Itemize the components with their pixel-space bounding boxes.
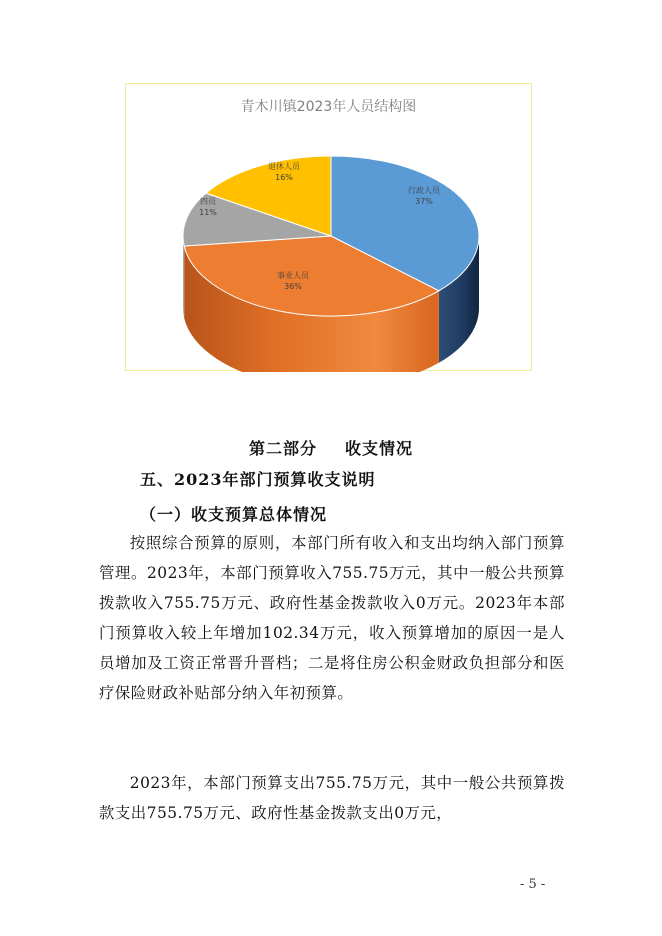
pie-label-admin-percent: 37% — [415, 197, 433, 206]
pie-label-retired-percent: 16% — [275, 173, 293, 182]
part-title: 收支情况 — [345, 439, 414, 458]
chart-title: 青木川镇2023年人员结构图 — [240, 99, 417, 115]
page-number: - 5 - — [520, 877, 546, 892]
pie-label-retired-name: 退休人员 — [268, 162, 300, 171]
pie-label-institution — [263, 270, 323, 292]
pie-label-admin — [394, 185, 454, 207]
pie-chart-canvas — [126, 84, 533, 372]
pie-label-institution-percent: 36% — [284, 282, 302, 291]
pie-label-admin-name: 行政人员 — [408, 186, 440, 195]
pie-label-siyuan-name: 四员 — [200, 197, 216, 206]
pie-label-retired — [254, 161, 314, 183]
pie-label-institution-name: 事业人员 — [277, 271, 309, 280]
section-heading: 五、2023年部门预算收支说明 — [140, 470, 376, 489]
part-heading — [0, 436, 662, 459]
pie-chart — [125, 83, 532, 371]
part-number: 第二部分 — [248, 439, 317, 458]
paragraph-text: 2023年，本部门预算支出755.75万元，其中一般公共预算拨款支出755.75万元、政府性基金拨款支出0万元， — [99, 774, 565, 822]
body-paragraph-1 — [99, 528, 565, 708]
sub-heading: （一）收支预算总体情况 — [140, 505, 328, 524]
pie-label-siyuan — [178, 196, 238, 218]
pie-label-siyuan-percent: 11% — [199, 208, 217, 217]
pie-side-2 — [183, 236, 184, 318]
paragraph-text: 按照综合预算的原则，本部门所有收入和支出均纳入部门预算管理。2023年，本部门预算收入755.75万元，其中一般公共预算拨款收入755.75万元、政府性基金拨款收入0万元。2023年本部门预算收入较上年增加102.34万元，收入预算增加的原因一是人员增加及工资正常晋升晋档；二是将住房公积金财政负担部分和医疗保险财政补贴部分纳入年初预算。 — [99, 534, 566, 702]
body-paragraph-2 — [99, 768, 565, 828]
